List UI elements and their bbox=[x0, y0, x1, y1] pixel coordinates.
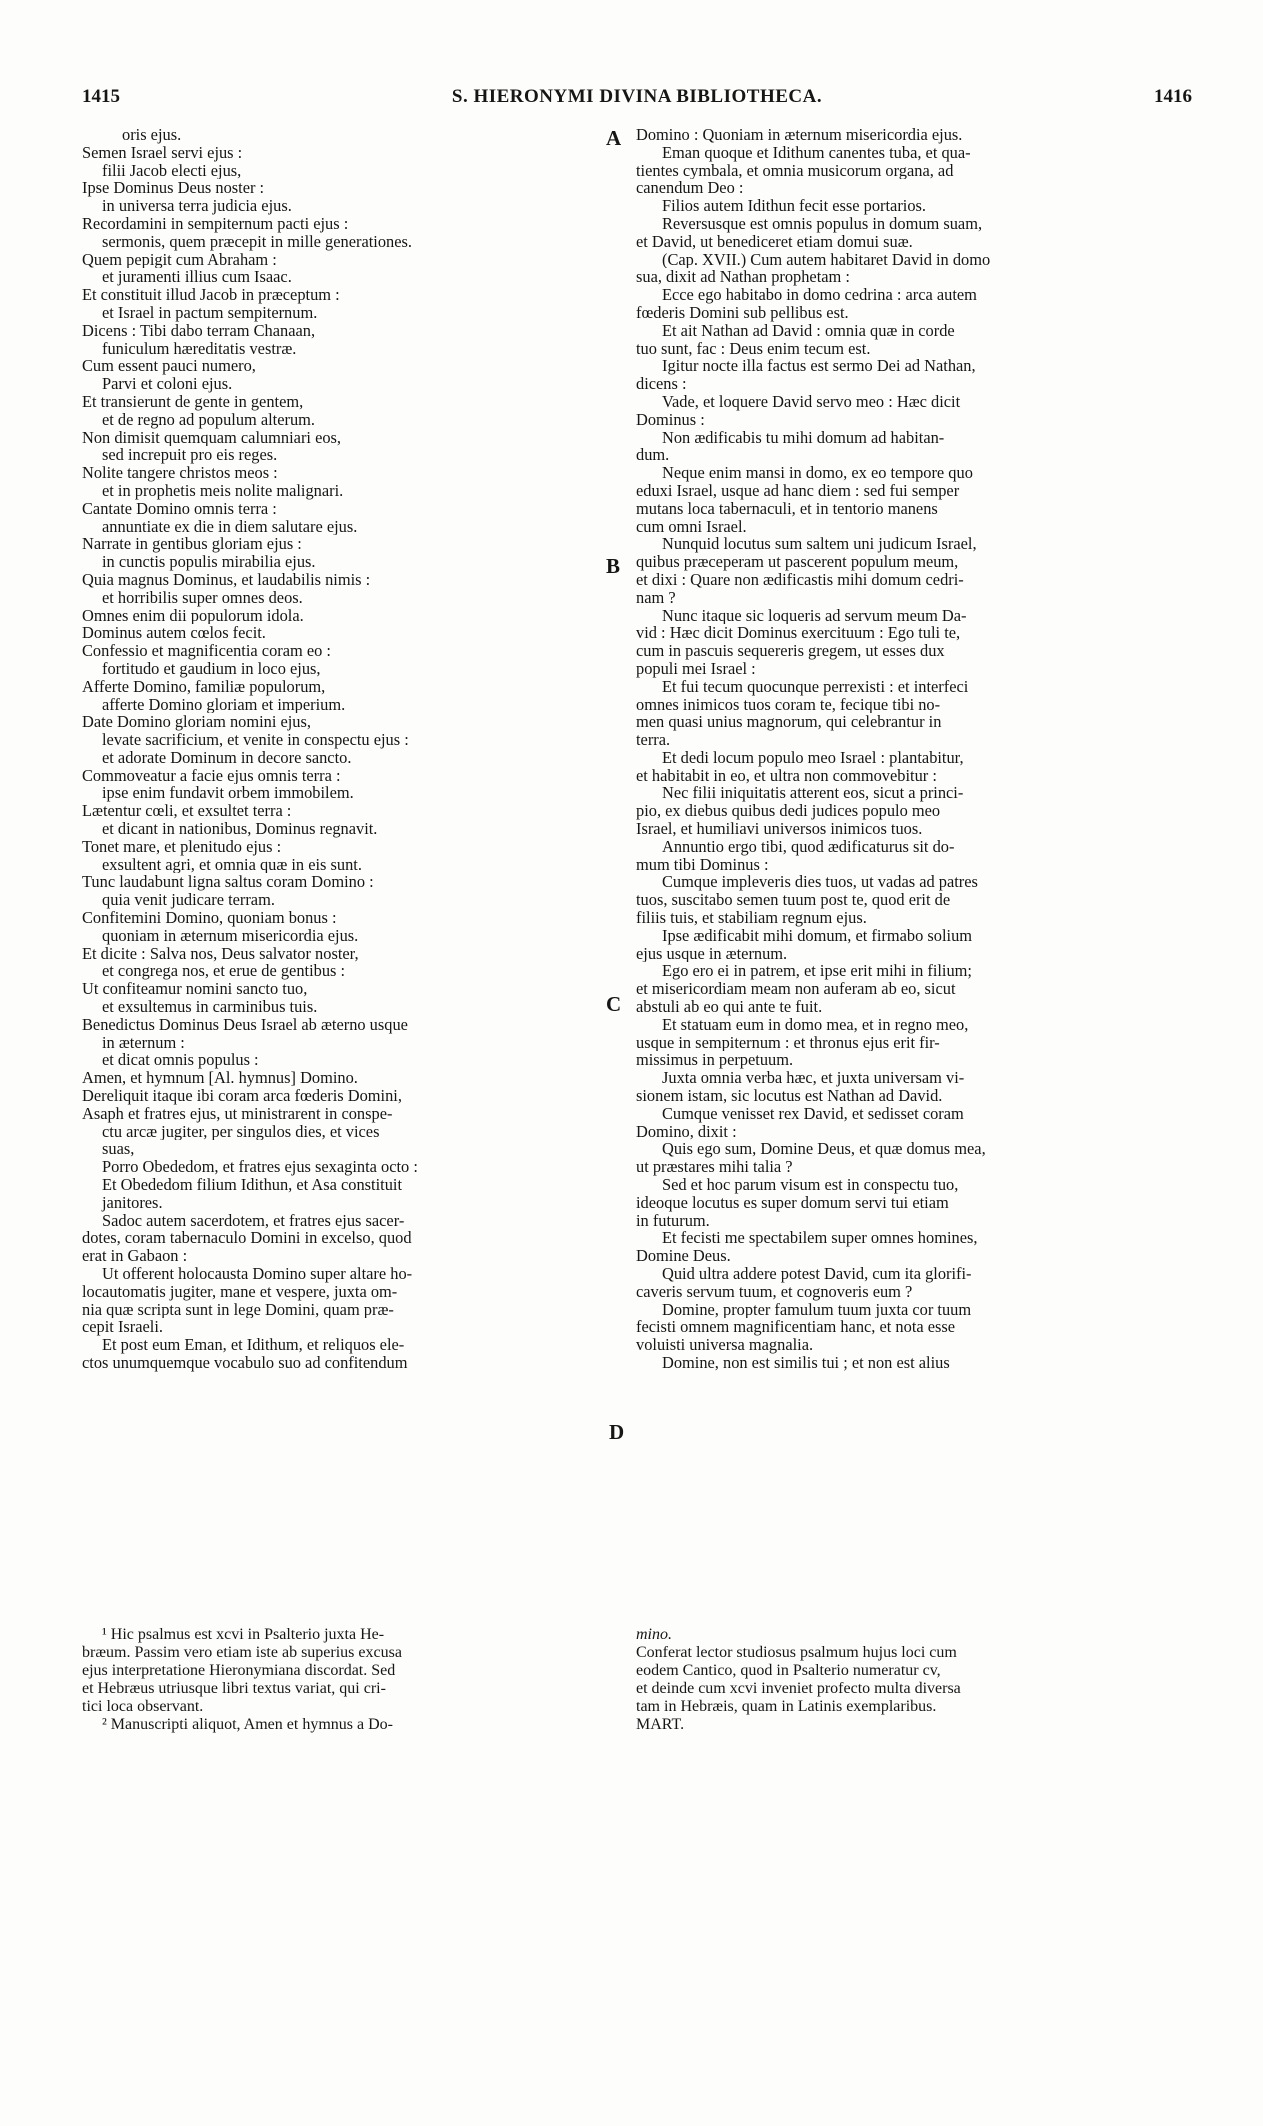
text-line: Narrate in gentibus gloriam ejus : bbox=[82, 535, 302, 554]
text-line: Israel, et humiliavi universos inimicos tuos. bbox=[636, 820, 923, 838]
page-number-right: 1416 bbox=[1154, 86, 1192, 107]
text-line: Quis ego sum, Domine Deus, et quæ domus mea, bbox=[662, 1140, 986, 1159]
text-line: tam in Hebræis, quam in Latinis exemplaribus. bbox=[636, 1698, 937, 1715]
text-line: Tunc laudabunt ligna saltus coram Domino : bbox=[82, 873, 374, 892]
text-line: eduxi Israel, usque ad hanc diem : sed fui semper bbox=[636, 481, 960, 500]
text-line: men quasi unius magnorum, qui celebrantur in bbox=[636, 713, 942, 732]
text-line: Et ait Nathan ad David : omnia quæ in corde bbox=[662, 321, 955, 340]
footnotes-right bbox=[636, 1626, 1192, 1734]
text-line: Et transierunt de gente in gentem, bbox=[82, 392, 304, 411]
text-line: mino. bbox=[636, 1626, 672, 1643]
text-line: cum omni Israel. bbox=[636, 517, 747, 536]
running-title: S. HIERONYMI DIVINA BIBLIOTHECA. bbox=[451, 86, 823, 107]
text-line: Eman quoque et Idithum canentes tuba, et qua- bbox=[662, 143, 971, 162]
text-line: fœderis Domini sub pellibus est. bbox=[636, 303, 849, 322]
text-line: Et dedi locum populo meo Israel : plantabitur, bbox=[662, 748, 964, 767]
text-line: nam ? bbox=[636, 588, 676, 607]
text-line: ² Manuscripti aliquot, Amen et hymnus a Do- bbox=[102, 1716, 393, 1733]
text-line: MART. bbox=[636, 1716, 685, 1733]
text-line: ejus usque in æternum. bbox=[636, 944, 788, 963]
text-line: Neque enim mansi in domo, ex eo tempore quo bbox=[662, 464, 973, 482]
text-line: Cum essent pauci numero, bbox=[82, 357, 256, 376]
left-text-column bbox=[82, 126, 607, 1372]
text-line: erat in Gabaon : bbox=[82, 1247, 188, 1265]
text-line: Domine, non est similis tui ; et non est alius bbox=[662, 1353, 950, 1372]
text-line: et Israel in pactum sempiternum. bbox=[102, 303, 318, 322]
text-line: Cumque impleveris dies tuos, ut vadas ad patres bbox=[662, 873, 978, 892]
text-line: bræum. Passim vero etiam iste ab superius excusa bbox=[82, 1644, 402, 1661]
text-line: caveris servum tuum, et cognoveris eum ? bbox=[636, 1282, 913, 1301]
text-line: Domino : Quoniam in æternum misericordia ejus. bbox=[636, 126, 963, 144]
text-line: quoniam in æternum misericordia ejus. bbox=[102, 926, 359, 945]
text-line: ideoque locutus es super domum servi tui etiam bbox=[636, 1193, 949, 1212]
text-line: nia quæ scripta sunt in lege Domini, quam præ- bbox=[82, 1300, 394, 1319]
footnotes-left bbox=[82, 1626, 607, 1734]
margin-letter-a: A bbox=[606, 126, 622, 150]
text-line: Conferat lector studiosus psalmum hujus loci cum bbox=[636, 1644, 957, 1661]
text-line: Vade, et loquere David servo meo : Hæc dicit bbox=[662, 392, 961, 411]
text-line: Non dimisit quemquam calumniari eos, bbox=[82, 428, 342, 447]
text-line: Ipse ædificabit mihi domum, et firmabo solium bbox=[662, 926, 973, 945]
text-line: abstuli ab eo qui ante te fuit. bbox=[636, 998, 823, 1016]
text-line: dotes, coram tabernaculo Domini in excelso, quod bbox=[82, 1229, 412, 1248]
text-line: Et fui tecum quocunque perrexisti : et interfeci bbox=[662, 677, 969, 696]
text-line: fecisti omnem magnificentiam hanc, et nota esse bbox=[636, 1318, 956, 1337]
text-line: Tonet mare, et plenitudo ejus : bbox=[82, 837, 282, 856]
text-line: Domine, propter famulum tuum juxta cor tuum bbox=[662, 1300, 972, 1319]
margin-letter-d: D bbox=[609, 1420, 625, 1444]
text-line: voluisti universa magnalia. bbox=[636, 1336, 814, 1354]
text-line: Ut confiteamur nomini sancto tuo, bbox=[82, 980, 308, 999]
text-line: Et post eum Eman, et Idithum, et reliquos ele- bbox=[102, 1336, 405, 1354]
text-line: eodem Cantico, quod in Psalterio numeratur cv, bbox=[636, 1662, 941, 1679]
text-line: ctos unumquemque vocabulo suo ad confitendum bbox=[82, 1353, 408, 1372]
text-line: Et fecisti me spectabilem super omnes homines, bbox=[662, 1229, 978, 1248]
text-line: tuos, suscitabo semen tuum post te, quod erit de bbox=[636, 891, 951, 910]
text-line: et exsultemus in carminibus tuis. bbox=[102, 998, 318, 1016]
text-line: tuo sunt, fac : Deus enim tecum est. bbox=[636, 339, 871, 358]
text-line: ctu arcæ jugiter, per singulos dies, et vices bbox=[102, 1122, 380, 1141]
text-line: populi mei Israel : bbox=[636, 659, 756, 678]
text-line: Non ædificabis tu mihi domum ad habitan- bbox=[662, 428, 945, 447]
margin-letter-b: B bbox=[606, 554, 621, 578]
text-line: Sed et hoc parum visum est in conspectu tuo, bbox=[662, 1176, 959, 1194]
margin-letter-c: C bbox=[606, 992, 622, 1016]
text-line: Semen Israel servi ejus : bbox=[82, 143, 243, 162]
text-line: in cunctis populis mirabilia ejus. bbox=[102, 553, 316, 571]
text-line: suas, bbox=[102, 1140, 135, 1159]
text-line: Porro Obededom, et fratres ejus sexaginta octo : bbox=[102, 1158, 418, 1177]
text-line: Dominus autem cœlos fecit. bbox=[82, 624, 266, 643]
text-line: vid : Hæc dicit Dominus exercituum : Ego tuli te, bbox=[636, 624, 961, 643]
text-line: Quem pepigit cum Abraham : bbox=[82, 250, 277, 269]
text-line: et dicat omnis populus : bbox=[102, 1051, 259, 1070]
text-line: ipse enim fundavit orbem immobilem. bbox=[102, 784, 354, 803]
text-line: Nunquid locutus sum saltem uni judicum Israel, bbox=[662, 535, 977, 554]
text-line: Et constituit illud Jacob in præceptum : bbox=[82, 286, 340, 304]
text-line: quibus præceperam ut pascerent populum meum, bbox=[636, 553, 959, 571]
text-line: Recordamini in sempiternum pacti ejus : bbox=[82, 214, 349, 233]
text-line: dum. bbox=[636, 446, 670, 465]
text-line: Ego ero ei in patrem, et ipse erit mihi in filium; bbox=[662, 962, 972, 981]
text-line: Quia magnus Dominus, et laudabilis nimis : bbox=[82, 570, 371, 589]
text-line: quia venit judicare terram. bbox=[102, 891, 275, 910]
text-line: Nunc itaque sic loqueris ad servum meum Da- bbox=[662, 606, 967, 625]
text-line: Confessio et magnificentia coram eo : bbox=[82, 642, 331, 660]
text-line: et horribilis super omnes deos. bbox=[102, 588, 303, 607]
text-line: levate sacrificium, et venite in conspectu ejus : bbox=[102, 731, 409, 749]
page-header bbox=[82, 86, 1192, 116]
text-line: cepit Israeli. bbox=[82, 1318, 164, 1337]
text-line: usque in sempiternum : et thronus ejus erit fir- bbox=[636, 1033, 940, 1052]
text-line: sua, dixit ad Nathan prophetam : bbox=[636, 268, 850, 287]
text-line: Igitur nocte illa factus est sermo Dei ad Nathan, bbox=[662, 357, 976, 376]
text-line: et in prophetis meis nolite malignari. bbox=[102, 481, 344, 500]
text-line: Juxta omnia verba hæc, et juxta universam vi- bbox=[662, 1069, 965, 1088]
text-line: Filios autem Idithun fecit esse portarios. bbox=[662, 197, 927, 215]
text-line: Asaph et fratres ejus, ut ministrarent in conspe- bbox=[82, 1104, 393, 1123]
text-line: tici loca observant. bbox=[82, 1698, 204, 1715]
text-line: filii Jacob electi ejus, bbox=[102, 161, 242, 180]
text-line: et dicant in nationibus, Dominus regnavit. bbox=[102, 820, 378, 838]
text-line: Sadoc autem sacerdotem, et fratres ejus sacer- bbox=[102, 1211, 405, 1230]
text-line: pio, ex diebus quibus dedi judices populo meo bbox=[636, 802, 941, 821]
text-line: Quid ultra addere potest David, cum ita glorifi- bbox=[662, 1265, 972, 1283]
text-line: ejus interpretatione Hieronymiana discordat. Sed bbox=[82, 1662, 396, 1679]
text-line: in futurum. bbox=[636, 1211, 710, 1230]
text-line: Confitemini Domino, quoniam bonus : bbox=[82, 909, 337, 927]
right-text-column bbox=[636, 126, 1192, 1372]
text-line: Lætentur cœli, et exsultet terra : bbox=[82, 802, 292, 821]
page-number-left: 1415 bbox=[82, 86, 120, 107]
text-line: sed increpuit pro eis reges. bbox=[102, 446, 278, 465]
text-line: terra. bbox=[636, 731, 671, 749]
text-line: et juramenti illius cum Isaac. bbox=[102, 268, 292, 287]
text-line: missimus in perpetuum. bbox=[636, 1051, 794, 1070]
text-line: Dominus : bbox=[636, 410, 705, 429]
text-line: tientes cymbala, et omnia musicorum organa, ad bbox=[636, 161, 954, 180]
text-line: et de regno ad populum alterum. bbox=[102, 410, 316, 429]
text-line: Domine Deus. bbox=[636, 1247, 731, 1265]
text-line: in æternum : bbox=[102, 1033, 185, 1052]
text-line: et dixi : Quare non ædificastis mihi domum cedri- bbox=[636, 570, 964, 589]
text-line: funiculum hæreditatis vestræ. bbox=[102, 339, 297, 358]
text-line: omnes inimicos tuos coram te, fecique tibi no- bbox=[636, 695, 941, 714]
text-line: Nec filii iniquitatis atterent eos, sicut a princi- bbox=[662, 784, 964, 803]
text-line: janitores. bbox=[102, 1193, 163, 1212]
text-line: et deinde cum xcvi inveniet profecto multa diversa bbox=[636, 1680, 961, 1697]
text-line: et Hebræus utriusque libri textus variat, qui cri- bbox=[82, 1680, 386, 1697]
text-line: et habitabit in eo, et ultra non commovebitur : bbox=[636, 766, 937, 785]
text-line: Dereliquit itaque ibi coram arca fœderis Domini, bbox=[82, 1087, 402, 1105]
text-line: Domino, dixit : bbox=[636, 1122, 737, 1141]
text-line: Benedictus Dominus Deus Israel ab æterno usque bbox=[82, 1015, 408, 1034]
text-line: ¹ Hic psalmus est xcvi in Psalterio juxta He- bbox=[102, 1626, 385, 1643]
text-line: canendum Deo : bbox=[636, 179, 744, 198]
text-line: sermonis, quem præcepit in mille generationes. bbox=[102, 232, 412, 251]
text-line: Cumque venisset rex David, et sedisset coram bbox=[662, 1104, 964, 1123]
text-line: afferte Domino gloriam et imperium. bbox=[102, 695, 346, 714]
text-line: in universa terra judicia ejus. bbox=[102, 197, 292, 215]
text-line: Nolite tangere christos meos : bbox=[82, 464, 278, 482]
text-line: Et statuam eum in domo mea, et in regno meo, bbox=[662, 1015, 969, 1034]
text-line: et David, ut benediceret etiam domui suæ. bbox=[636, 232, 913, 251]
text-line: Commoveatur a facie ejus omnis terra : bbox=[82, 766, 341, 785]
text-line: (Cap. XVII.) Cum autem habitaret David in domo bbox=[662, 250, 991, 269]
text-line: dicens : bbox=[636, 375, 687, 393]
text-line: Ut offerent holocausta Domino super altare ho- bbox=[102, 1265, 413, 1283]
text-line: Afferte Domino, familiæ populorum, bbox=[82, 677, 326, 696]
text-line: et adorate Dominum in decore sancto. bbox=[102, 748, 352, 767]
text-line: oris ejus. bbox=[122, 126, 182, 144]
text-line: et misericordiam meam non auferam ab eo, sicut bbox=[636, 980, 956, 999]
text-line: Annuntio ergo tibi, quod ædificaturus sit do- bbox=[662, 837, 955, 856]
text-line: sionem istam, sic locutus est Nathan ad David. bbox=[636, 1087, 943, 1105]
text-line: Reversusque est omnis populus in domum suam, bbox=[662, 214, 983, 233]
text-line: cum in pascuis sequereris gregem, ut esses dux bbox=[636, 642, 945, 660]
text-line: Parvi et coloni ejus. bbox=[102, 375, 233, 393]
text-line: et congrega nos, et erue de gentibus : bbox=[102, 962, 346, 981]
text-line: Ipse Dominus Deus noster : bbox=[82, 179, 265, 198]
text-line: exsultent agri, et omnia quæ in eis sunt. bbox=[102, 855, 362, 874]
text-line: mutans loca tabernaculi, et in tentorio manens bbox=[636, 499, 938, 518]
text-line: ut præstares mihi talia ? bbox=[636, 1158, 793, 1177]
text-line: Amen, et hymnum [Al. hymnus] Domino. bbox=[82, 1069, 358, 1088]
text-line: Ecce ego habitabo in domo cedrina : arca autem bbox=[662, 286, 977, 304]
text-line: Date Domino gloriam nomini ejus, bbox=[82, 713, 311, 732]
text-line: Et Obededom filium Idithun, et Asa constituit bbox=[102, 1176, 403, 1194]
text-line: locautomatis jugiter, mane et vespere, juxta om- bbox=[82, 1282, 398, 1301]
text-line: annuntiate ex die in diem salutare ejus. bbox=[102, 517, 358, 536]
text-line: Dicens : Tibi dabo terram Chanaan, bbox=[82, 321, 316, 340]
text-line: filiis tuis, et stabiliam regnum ejus. bbox=[636, 909, 867, 927]
text-line: Et dicite : Salva nos, Deus salvator noster, bbox=[82, 944, 359, 963]
text-line: fortitudo et gaudium in loco ejus, bbox=[102, 659, 321, 678]
text-line: mum tibi Dominus : bbox=[636, 855, 769, 874]
text-line: Omnes enim dii populorum idola. bbox=[82, 606, 304, 625]
text-line: Cantate Domino omnis terra : bbox=[82, 499, 277, 518]
